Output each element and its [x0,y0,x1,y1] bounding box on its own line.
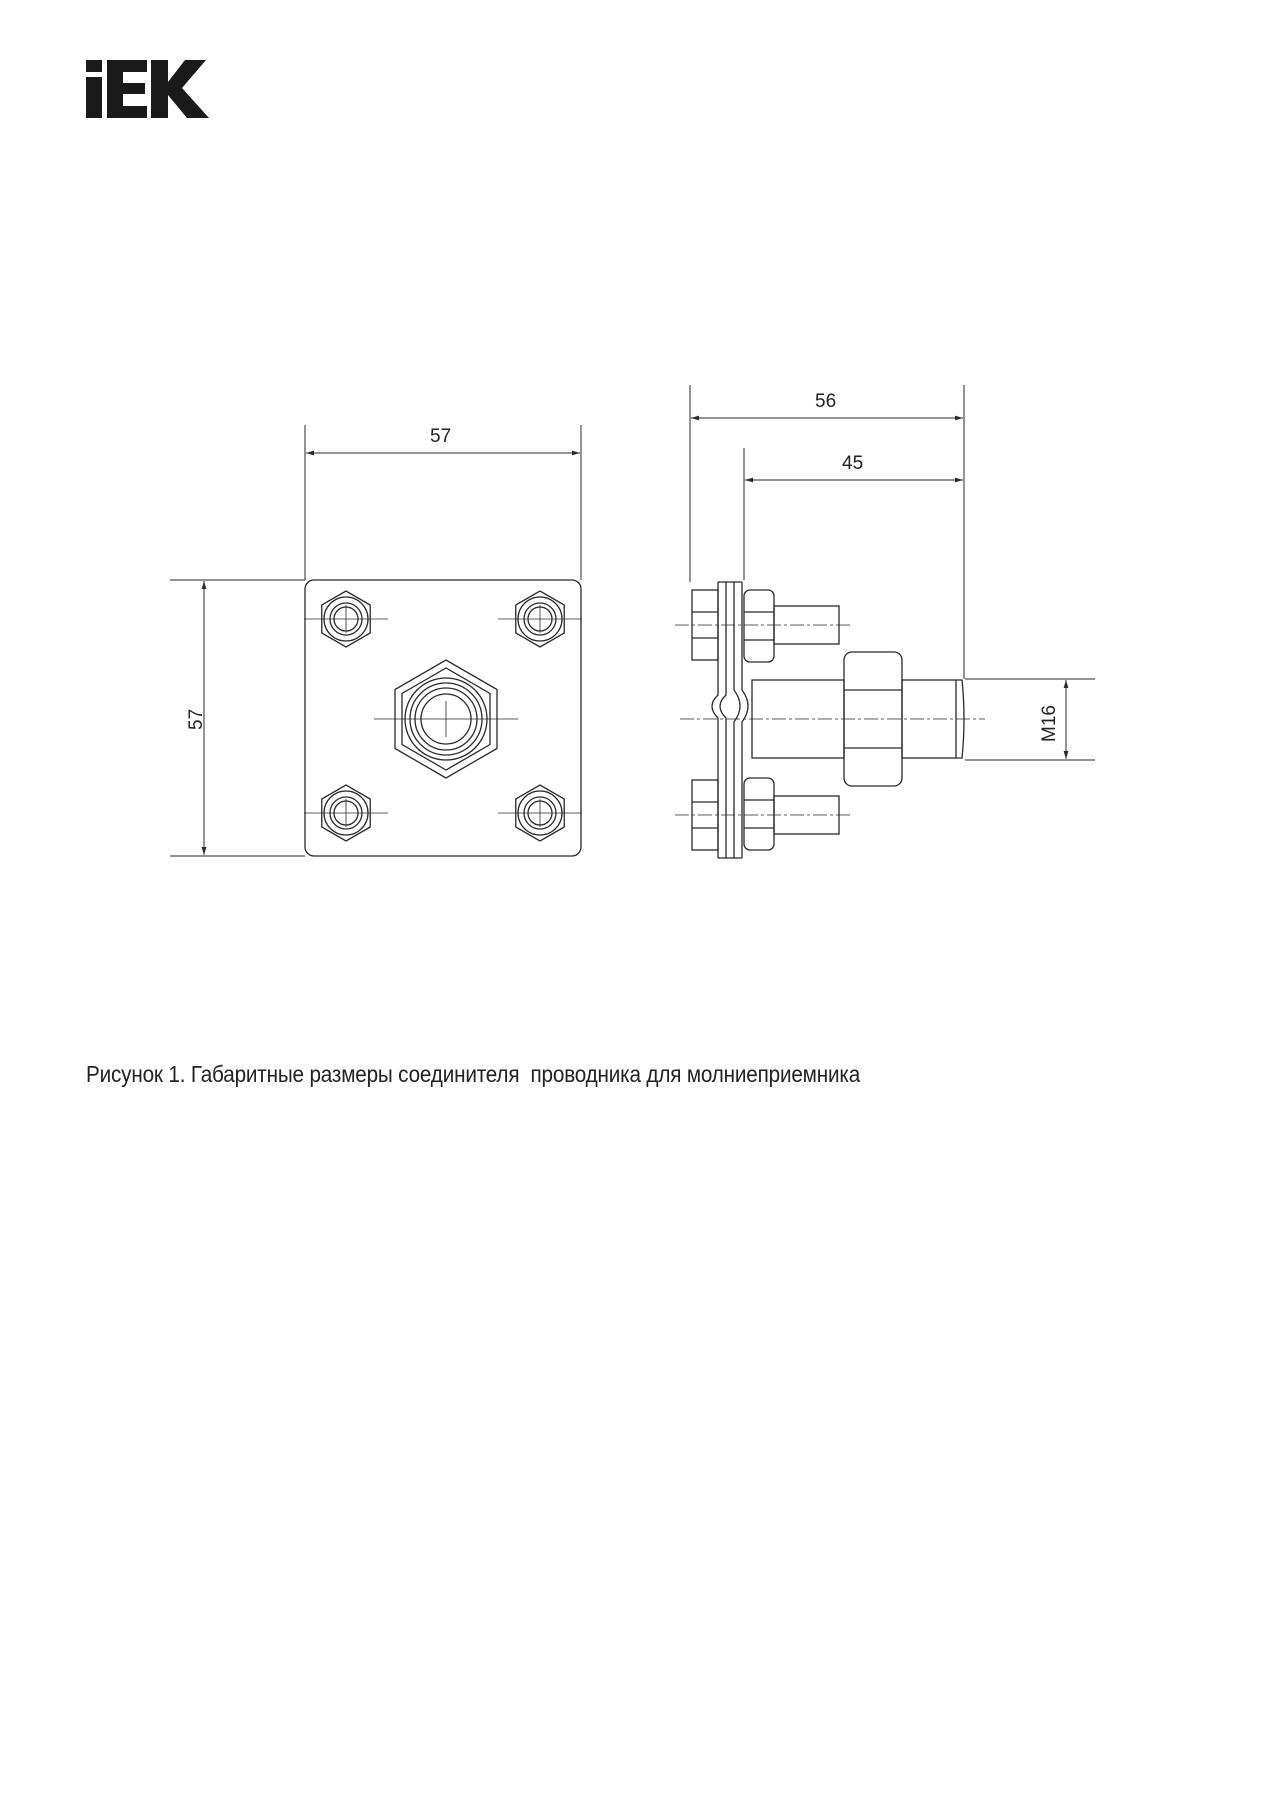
figure-caption: Рисунок 1. Габаритные размеры соединителя проводника для молниеприемника [86,1061,861,1087]
corner-nut-bottom-left [304,778,388,848]
thread-label: M16 [1039,705,1060,742]
front-width-label: 57 [430,426,452,447]
front-view [170,425,582,856]
corner-nut-top-right [498,584,582,654]
corner-nut-top-left [304,584,388,654]
top-nut [744,590,774,662]
side-total-label: 56 [815,391,837,412]
front-height-label: 57 [186,708,207,730]
corner-nut-bottom-right [498,778,582,848]
center-nut [374,660,518,778]
side-plate-right [734,582,740,858]
bottom-nut [744,778,774,850]
side-view [675,385,1095,858]
side-plate-left [712,582,718,858]
side-bolt-label: 45 [842,453,864,474]
